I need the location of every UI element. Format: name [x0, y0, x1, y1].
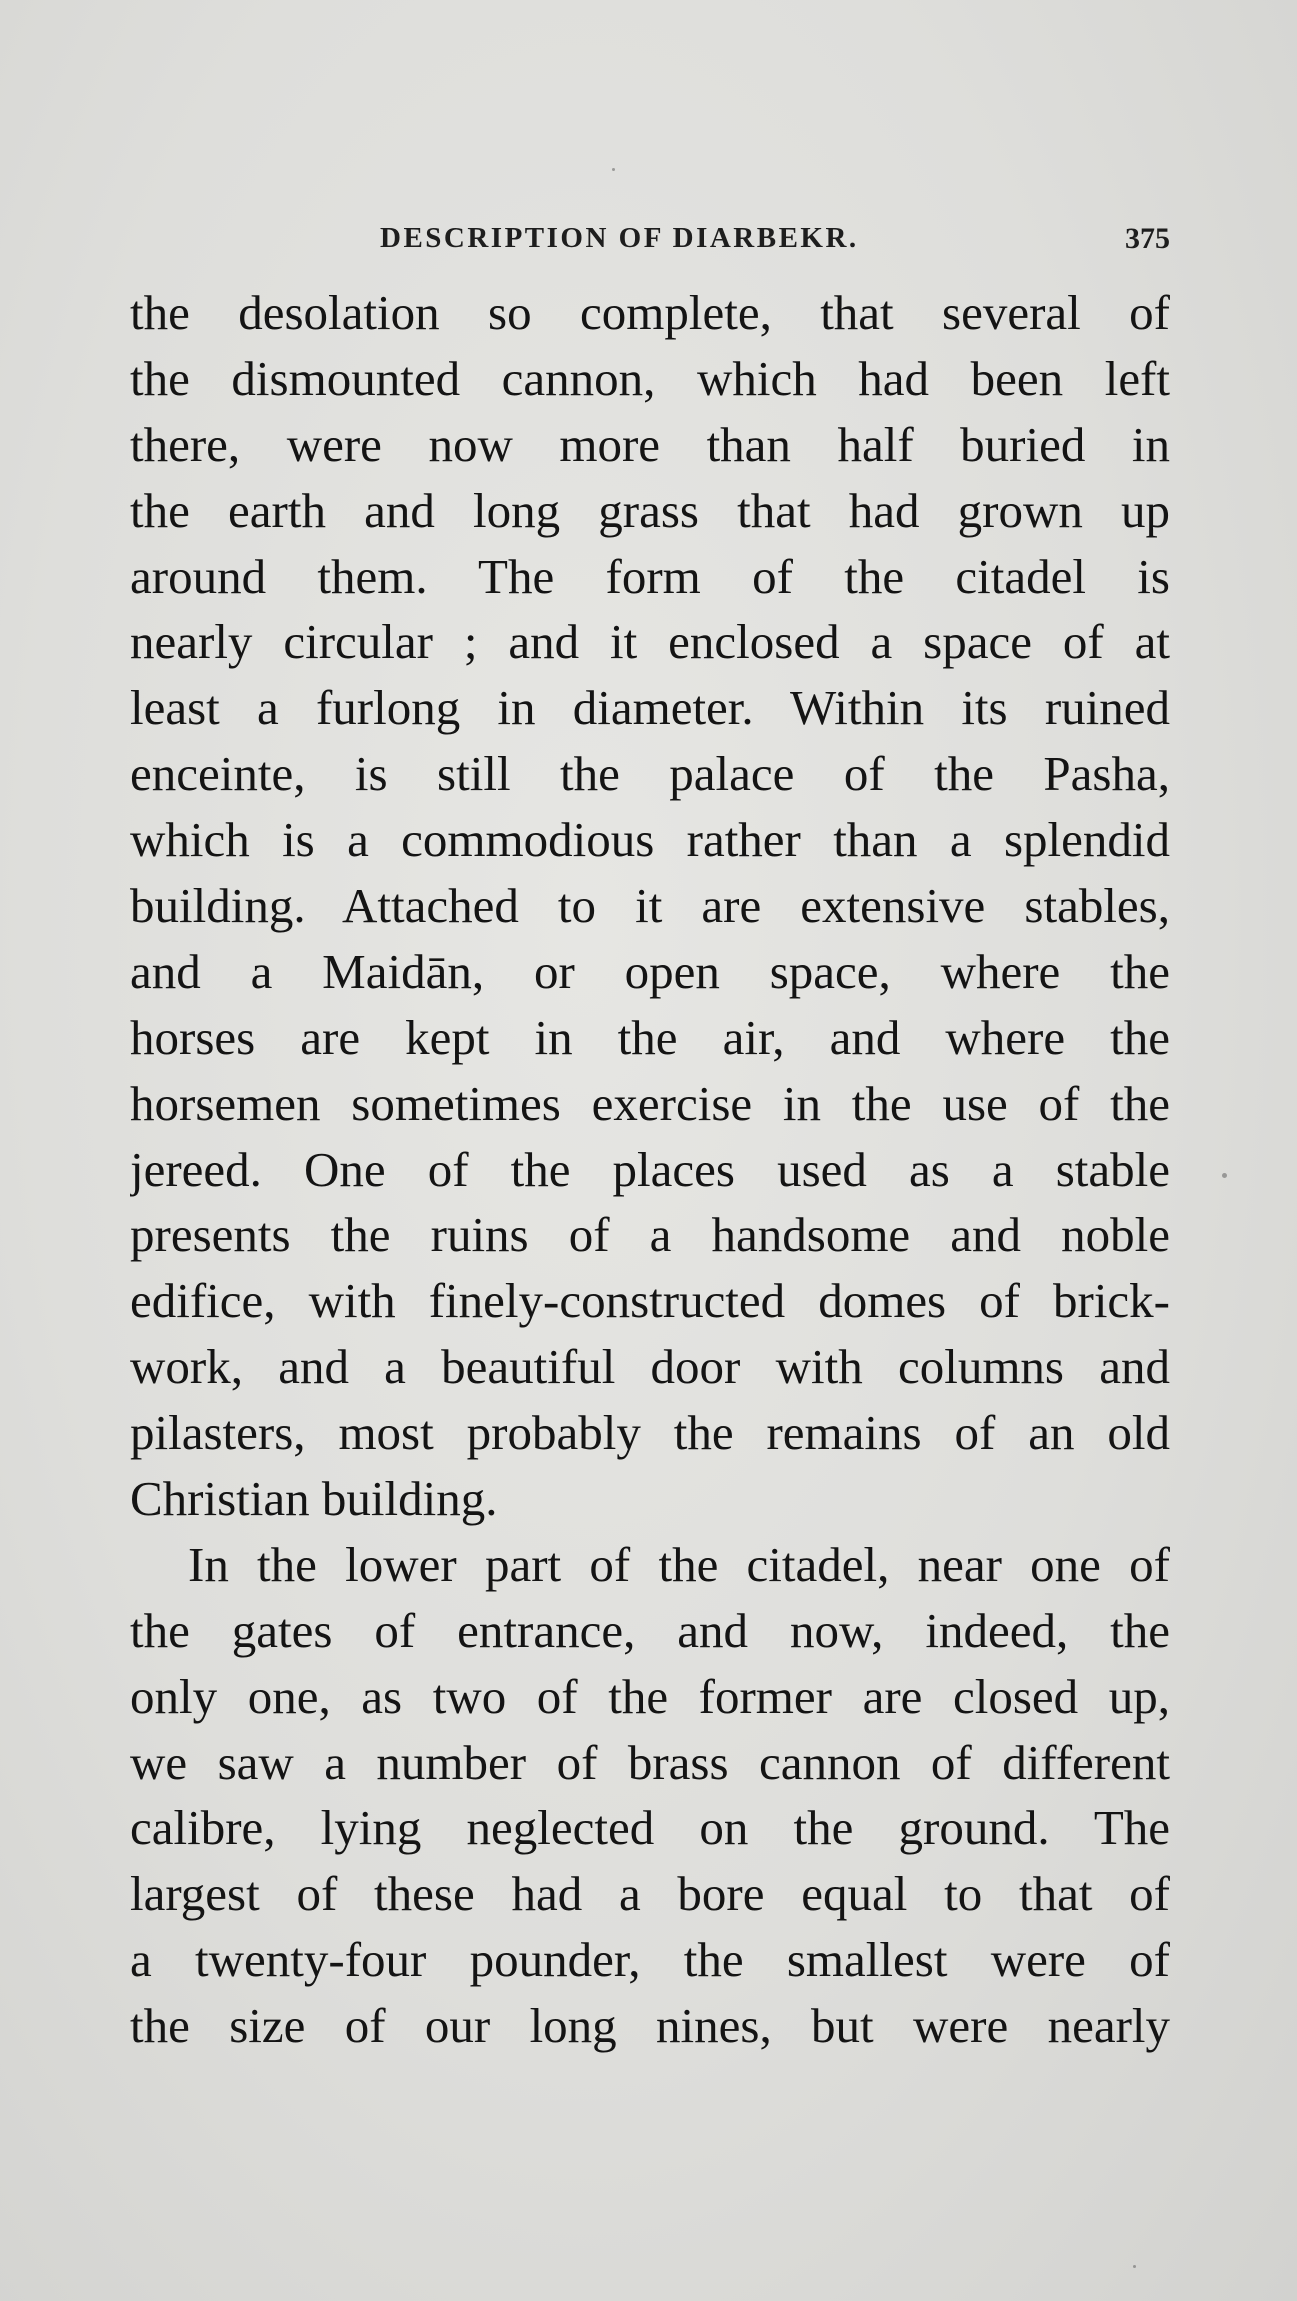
text-line: building. Attached to it are extensive stables,: [130, 878, 1170, 934]
text-line: enceinte, is still the palace of the Pasha,: [130, 746, 1170, 802]
text-line: the size of our long nines, but were nearly: [130, 1998, 1170, 2054]
text-line: least a furlong in diameter. Within its ruined: [130, 680, 1170, 736]
text-line: Christian building.: [130, 1471, 498, 1527]
paper-speck: [1222, 1173, 1227, 1178]
text-line: nearly circular ; and it enclosed a space of at: [130, 614, 1170, 670]
text-line: In the lower part of the citadel, near one of: [188, 1536, 1170, 1592]
text-line: a twenty-four pounder, the smallest were of: [130, 1932, 1170, 1988]
text-line: calibre, lying neglected on the ground. The: [130, 1800, 1170, 1856]
text-line: largest of these had a bore equal to that of: [130, 1866, 1170, 1922]
text-line: the gates of entrance, and now, indeed, the: [130, 1602, 1170, 1658]
text-line: which is a commodious rather than a splendid: [130, 812, 1170, 868]
running-title: DESCRIPTION OF DIARBEKR.: [380, 222, 859, 254]
text-line: the desolation so complete, that several of: [130, 285, 1170, 340]
text-line: around them. The form of the citadel is: [130, 548, 1170, 604]
text-line: horses are kept in the air, and where the: [130, 1009, 1170, 1065]
text-line: jereed. One of the places used as a stable: [130, 1141, 1170, 1197]
text-line: work, and a beautiful door with columns and: [130, 1339, 1170, 1395]
text-line: pilasters, most probably the remains of an old: [130, 1405, 1170, 1461]
page-number: 375: [1125, 222, 1170, 255]
text-line: edifice, with finely-constructed domes of brick-: [130, 1273, 1170, 1329]
text-line: only one, as two of the former are closed up,: [130, 1668, 1170, 1724]
running-head: [130, 222, 1170, 262]
text-line: the earth and long grass that had grown up: [130, 482, 1170, 538]
text-line: the dismounted cannon, which had been left: [130, 350, 1170, 406]
paper-speck: [612, 168, 615, 171]
text-line: there, were now more than half buried in: [130, 416, 1170, 472]
text-line: and a Maidān, or open space, where the: [130, 943, 1170, 999]
paper-speck: [1133, 2265, 1136, 2268]
text-line: we saw a number of brass cannon of different: [130, 1734, 1170, 1790]
body-text: [130, 280, 1170, 2059]
text-line: horsemen sometimes exercise in the use of the: [130, 1075, 1170, 1131]
text-line: presents the ruins of a handsome and noble: [130, 1207, 1170, 1263]
